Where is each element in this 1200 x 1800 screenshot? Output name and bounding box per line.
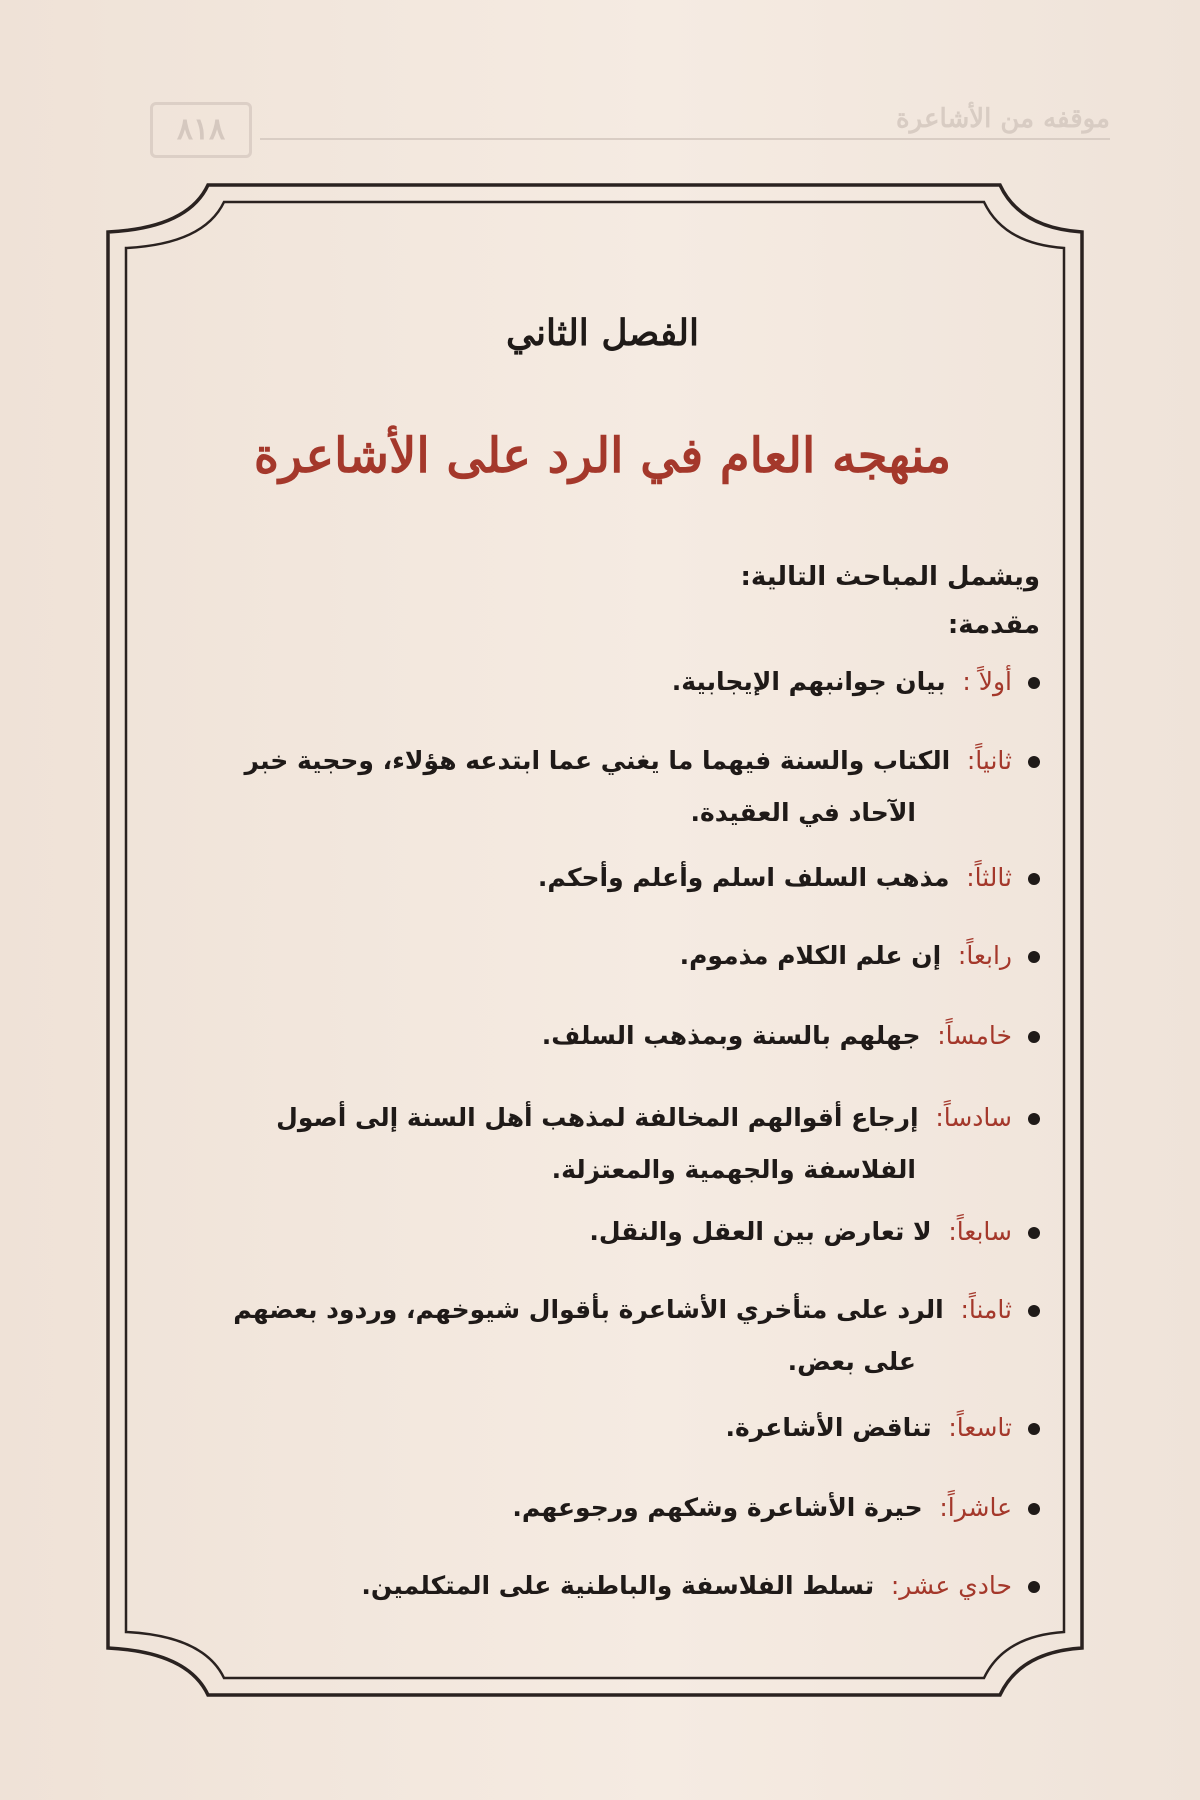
item-text: تسلط الفلاسفة والباطنية على المتكلمين.	[361, 1571, 875, 1600]
bullet-icon	[1028, 1503, 1040, 1515]
intro-text: ويشمل المباحث التالية:	[740, 562, 1040, 592]
list-item	[190, 1560, 1040, 1612]
item-label: سادساً:	[935, 1103, 1012, 1132]
item-label: حادي عشر:	[890, 1571, 1012, 1600]
item-text: بيان جوانبهم الإيجابية.	[671, 667, 946, 696]
bullet-icon	[1028, 1113, 1040, 1125]
item-label: سابعاً:	[948, 1217, 1012, 1246]
bullet-icon	[1028, 873, 1040, 885]
bullet-icon	[1028, 1581, 1040, 1593]
list-item	[190, 1010, 1040, 1062]
list-item	[190, 1402, 1040, 1454]
item-text: مذهب السلف اسلم وأعلم وأحكم.	[537, 863, 950, 892]
item-label: ثانياً:	[966, 746, 1012, 775]
item-label: ثامناً:	[960, 1295, 1012, 1324]
chapter-title: الفصل الثاني	[505, 312, 700, 354]
item-text: لا تعارض بين العقل والنقل.	[589, 1217, 932, 1246]
bullet-icon	[1028, 1031, 1040, 1043]
list-item	[190, 930, 1040, 982]
list-item	[190, 656, 1040, 708]
item-label: أولاً :	[962, 667, 1012, 696]
item-text: جهلهم بالسنة وبمذهب السلف.	[541, 1021, 921, 1050]
item-text: الرد على متأخري الأشاعرة بأقوال شيوخهم، وردود بعضهم	[233, 1295, 944, 1324]
item-text-continued: الآحاد في العقيدة.	[690, 798, 916, 827]
item-text: الكتاب والسنة فيهما ما يغني عما ابتدعه هؤلاء، وحجية خبر	[244, 746, 951, 775]
bullet-icon	[1028, 951, 1040, 963]
item-text: حيرة الأشاعرة وشكهم ورجوعهم.	[512, 1493, 923, 1522]
page-number: ٨١٨	[150, 102, 252, 158]
running-title: موقفه من الأشاعرة	[896, 104, 1110, 134]
bullet-icon	[1028, 677, 1040, 689]
item-label: رابعاً:	[957, 941, 1012, 970]
bullet-icon	[1028, 756, 1040, 768]
item-label: خامساً:	[937, 1021, 1012, 1050]
list-item	[190, 735, 1040, 839]
intro-subheading: مقدمة:	[947, 610, 1040, 640]
bullet-icon	[1028, 1227, 1040, 1239]
item-text: تناقض الأشاعرة.	[725, 1413, 932, 1442]
item-text: إرجاع أقوالهم المخالفة لمذهب أهل السنة إلى أصول	[276, 1103, 919, 1132]
item-text: إن علم الكلام مذموم.	[679, 941, 942, 970]
item-text-continued: الفلاسفة والجهمية والمعتزلة.	[551, 1155, 916, 1184]
list-item	[190, 1284, 1040, 1388]
list-item	[190, 1092, 1040, 1196]
item-text-continued: على بعض.	[787, 1347, 916, 1376]
bullet-icon	[1028, 1305, 1040, 1317]
list-item	[190, 1482, 1040, 1534]
chapter-heading: منهجه العام في الرد على الأشاعرة	[253, 428, 952, 484]
list-item	[190, 1206, 1040, 1258]
item-label: ثالثاً:	[966, 863, 1012, 892]
bullet-icon	[1028, 1423, 1040, 1435]
item-label: عاشراً:	[939, 1493, 1012, 1522]
list-item	[190, 852, 1040, 904]
item-label: تاسعاً:	[948, 1413, 1012, 1442]
